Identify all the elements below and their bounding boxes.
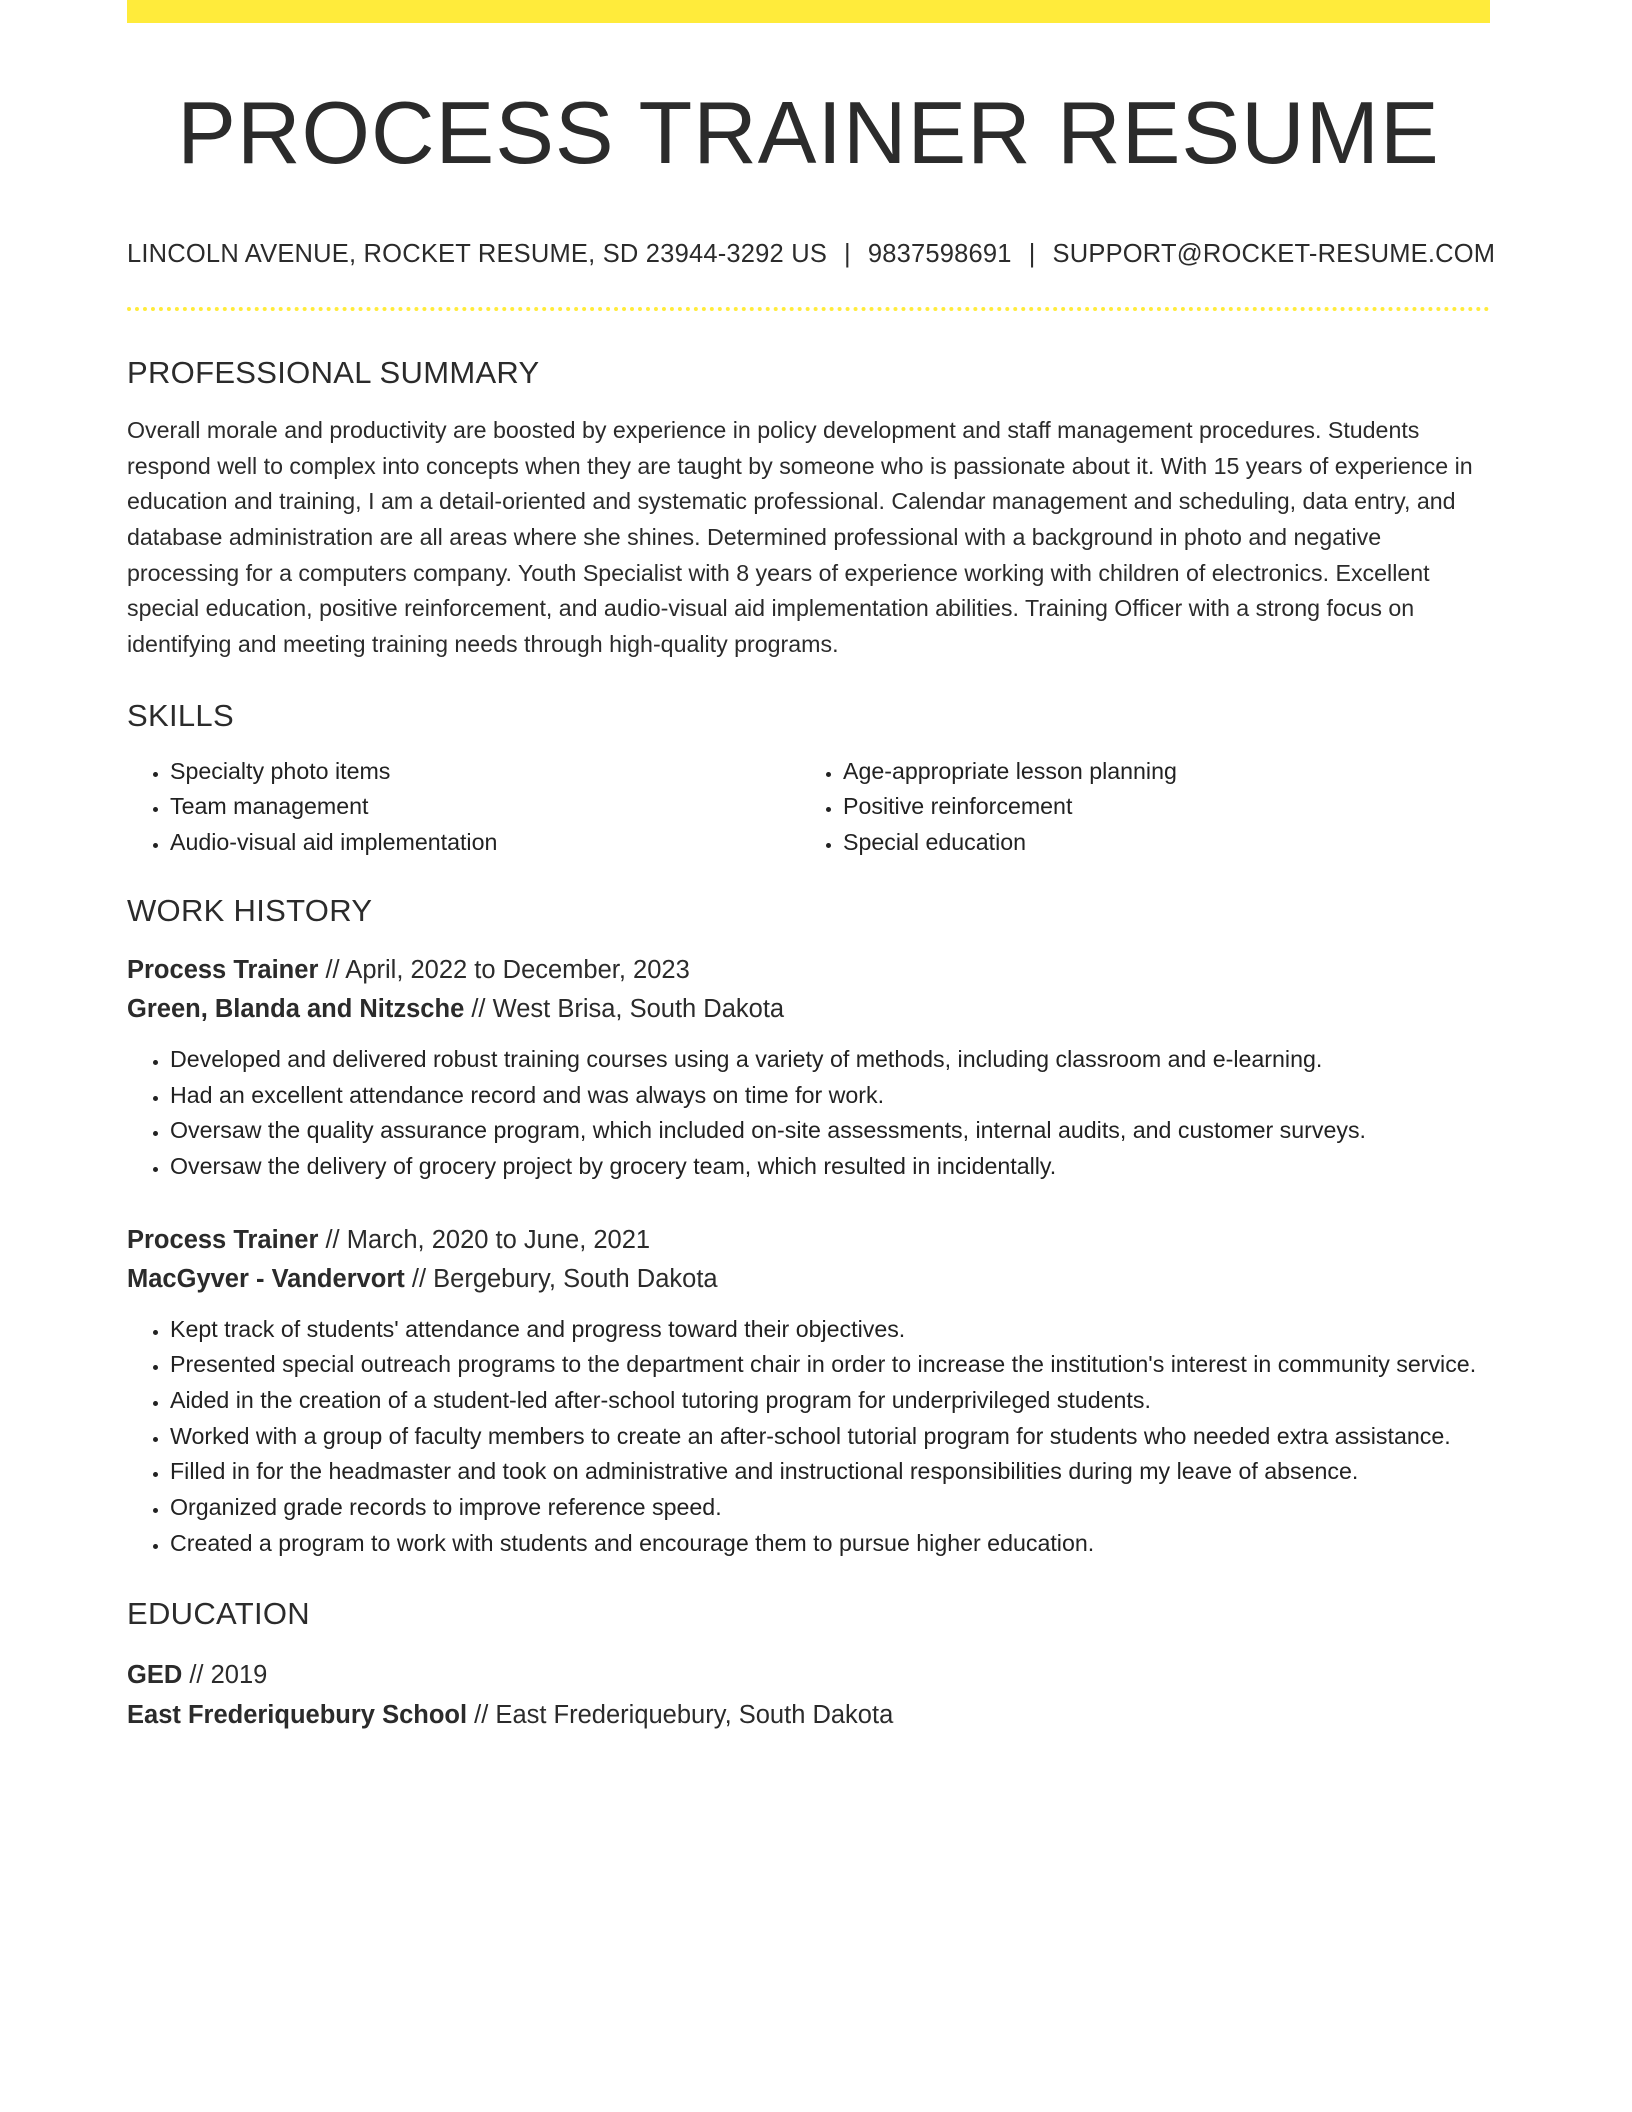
job-title-line [127,951,1490,990]
job-bullet: • Oversaw the quality assurance program, which included on-site assessments, internal audits, and customer surveys. [170,1113,1490,1149]
contact-separator: | [844,239,851,268]
job-bullets [127,1312,1490,1562]
contact-email: SUPPORT@ROCKET-RESUME.COM [1052,239,1496,268]
summary-text: Overall morale and productivity are boosted by experience in policy development and staff management procedures. Students respond well to complex into concepts when they are taught by someone who is passionate about it. With 15 years of experience in education and training, I am a detail-oriented and systematic professional. Calendar management and scheduling, data entry, and database administration are all areas where she shines. Determined professional with a background in photo and negative processing for a computers company. Youth Specialist with 8 years of experience working with children of electronics. Excellent special education, positive reinforcement, and audio-visual aid implementation abilities. Training Officer with a strong focus on identifying and meeting training needs through high-quality programs. [127,416,1473,658]
job-bullet: • Oversaw the delivery of grocery project by grocery team, which resulted in incidentally. [170,1149,1490,1185]
education-school: East Frederiquebury School [127,1700,468,1729]
job-entry [127,1221,1490,1562]
dotted-divider [127,307,1490,311]
job-bullet: • Aided in the creation of a student-led after-school tutoring program for underprivileged students. [170,1383,1490,1419]
education-year: // 2019 [182,1660,268,1689]
accent-bar [127,0,1490,23]
skill-item: • Special education [843,825,1473,861]
job-bullet: • Filled in for the headmaster and took on administrative and instructional responsibilities during my leave of absence. [170,1454,1490,1490]
contact-line [127,239,1496,269]
contact-separator: | [1028,239,1036,268]
job-company-line [127,990,1490,1029]
job-title: Process Trainer [127,1225,319,1254]
job-bullet: • Created a program to work with students and encourage them to pursue higher education. [170,1526,1490,1562]
education-location: // East Frederiquebury, South Dakota [467,1700,894,1729]
job-company-line [127,1260,1490,1299]
education-degree: GED [127,1660,183,1689]
resume-page [127,0,1496,1735]
summary-heading: PROFESSIONAL SUMMARY [127,354,540,390]
job-dates: // April, 2022 to December, 2023 [318,955,690,984]
job-company: Green, Blanda and Nitzsche [127,994,465,1023]
skills-column-left [127,754,800,861]
job-location: // Bergebury, South Dakota [404,1264,718,1293]
contact-address: LINCOLN AVENUE, ROCKET RESUME, SD 23944-3292 US [127,239,828,268]
job-title-line [127,1221,1490,1260]
skills-list [127,754,1490,861]
skills-column-right [800,754,1473,861]
contact-phone: 9837598691 [867,239,1012,268]
skill-item: • Specialty photo items [170,754,800,790]
skill-item: • Audio-visual aid implementation [170,825,800,861]
work-heading: WORK HISTORY [127,892,373,928]
job-dates: // March, 2020 to June, 2021 [318,1225,651,1254]
job-bullet: • Worked with a group of faculty members to create an after-school tutorial program for students who needed extra assistance. [170,1419,1490,1455]
skill-item: • Age-appropriate lesson planning [843,754,1473,790]
education-school-line [127,1695,1490,1735]
education-entry [127,1655,1490,1735]
resume-title: PROCESS TRAINER RESUME [177,83,1440,182]
job-company: MacGyver - Vandervort [127,1264,405,1293]
job-bullets [127,1042,1490,1185]
skill-item: • Positive reinforcement [843,789,1473,825]
skills-heading: SKILLS [127,697,234,733]
job-bullet: • Presented special outreach programs to the department chair in order to increase the institution's interest in community service. [170,1347,1490,1383]
skill-item: • Team management [170,789,800,825]
job-bullet: • Kept track of students' attendance and progress toward their objectives. [170,1312,1490,1348]
job-bullet: • Developed and delivered robust training courses using a variety of methods, including classroom and e-learning. [170,1042,1490,1078]
education-degree-line [127,1655,1490,1695]
education-heading: EDUCATION [127,1595,310,1631]
job-bullet: • Had an excellent attendance record and was always on time for work. [170,1078,1490,1114]
job-location: // West Brisa, South Dakota [464,994,785,1023]
job-title: Process Trainer [127,955,319,984]
job-entry [127,951,1490,1185]
job-bullet: • Organized grade records to improve reference speed. [170,1490,1490,1526]
